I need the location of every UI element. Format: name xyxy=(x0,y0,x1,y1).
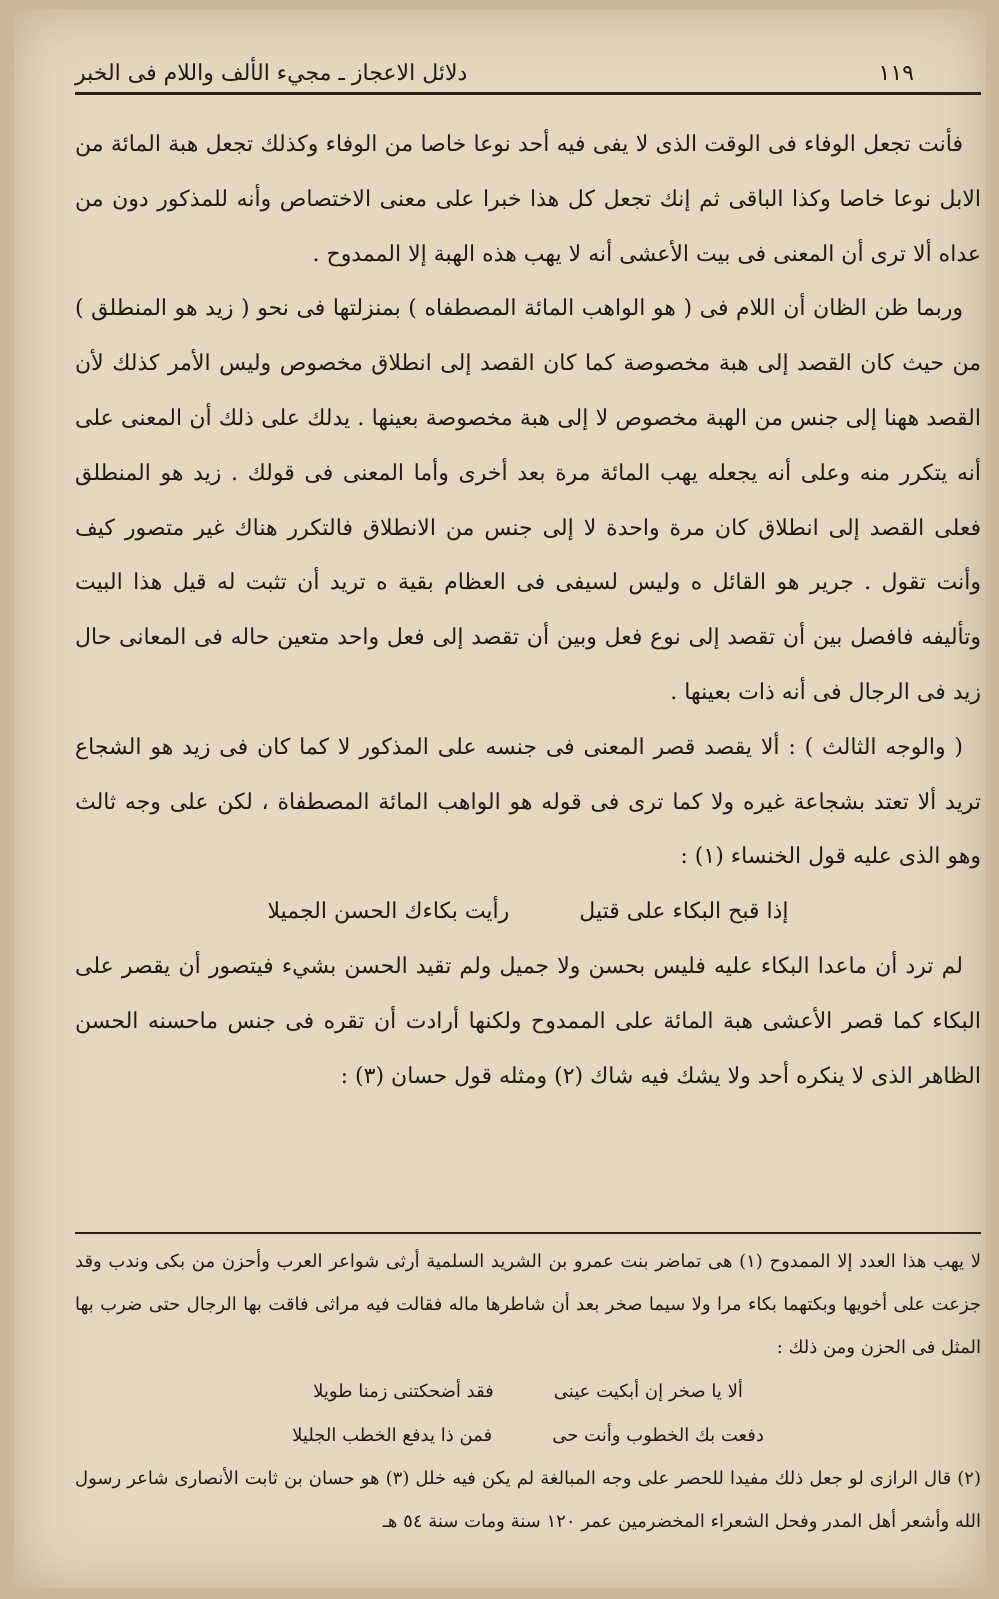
page-number: ١١٩ xyxy=(878,61,914,86)
paragraph-4: لم ترد أن ماعدا البكاء عليه فليس بحسن ولا جميل ولم تقيد الحسن بشيء فيتصور أن يقصر على البكاء كما قصر الأعشى هبة المائة على الممدوح ولكنها أرادت أن تقره فى جنس ماحسنه الحسن الظاهر الذى لا ينكره أحد ولا يشك فيه شاك (٢) ومثله قول حسان (٣) : xyxy=(75,954,981,1089)
header-rule xyxy=(75,92,981,95)
footnote-verse-2-first: دفعت بك الخطوب وأنت حى xyxy=(552,1424,764,1446)
verse-khansa xyxy=(75,885,981,940)
footnote-verse-2 xyxy=(75,1413,981,1457)
page-header xyxy=(75,44,914,86)
paragraph-2: وربما ظن الظان أن اللام فى ( هو الواهب المائة المصطفاه ) بمنزلتها فى نحو ( زيد هو المنطلق ) من حيث كان القصد إلى هبة مخصوصة كما كان القصد إلى انطلاق مخصوص وليس الأمر كذلك لأن القصد ههنا إلى جنس من الهبة مخصوص لا إلى هبة مخصوصة بعينها . يدلك على ذلك أن المعنى على أنه يتكرر منه وعلى أنه يجعله يهب المائة مرة بعد أخرى وأما المعنى فى قولك . زيد هو المنطلق فعلى القصد إلى انطلاق كان مرة واحدة لا إلى جنس من الانطلاق فالتكرر هناك غير متصور كيف وأنت تقول . جرير هو القائل ه وليس لسيفى فى العظام بقية ه تريد أن تثبت له قيل هذا البيت وتأليفه فافصل بين أن تقصد إلى نوع فعل وبين أن تقصد إلى فعل واحد متعين حاله فى المعانى حال زيد فى الرجال فى أنه ذات بعينها . xyxy=(75,296,981,705)
footnotes xyxy=(75,1240,981,1543)
paragraph-1: فأنت تجعل الوفاء فى الوقت الذى لا يفى فيه أحد نوعا خاصا من الوفاء وكذلك تجعل هبة المائة من الابل نوعا خاصا وكذا الباقى ثم إنك تجعل كل هذا خبرا على معنى الاختصاص وأنه للمذكور دون من عداه ألا ترى أن المعنى فى بيت الأعشى أنه لا يهب هذه الهبة إلا الممدوح . xyxy=(75,132,981,267)
main-text xyxy=(75,118,981,1105)
footnote-verse-1-second: فقد أضحكتنى زمنا طويلا xyxy=(313,1380,494,1402)
footnote-verse-1-first: ألا يا صخر إن أبكيت عينى xyxy=(553,1380,743,1402)
footnote-2: (٢) قال الرازى لو جعل ذلك مفيدا للحصر على وجه المبالغة لم يكن فيه خلل (٣) هو حسان بن ثابت الأنصارى شاعر رسول الله وأشعر أهل المدر وفحل الشعراء المخضرمين عمر ١٢٠ سنة ومات سنة ٥٤ هـ xyxy=(75,1468,981,1532)
verse-first-hemistich: إذا قبح البكاء على قتيل xyxy=(579,899,789,925)
footnote-verse-2-second: فمن ذا يدفع الخطب الجليلا xyxy=(292,1424,493,1446)
footnote-divider xyxy=(75,1232,981,1234)
verse-second-hemistich: رأيت بكاءك الحسن الجميلا xyxy=(267,899,510,925)
footnote-verse-1 xyxy=(75,1369,981,1413)
paragraph-3: ( والوجه الثالث ) : ألا يقصد قصر المعنى فى جنسه على المذكور لا كما كان فى زيد هو الشجاع تريد ألا تعتد بشجاعة غيره ولا كما ترى فى قوله هو الواهب المائة المصطفاة ، لكن على وجه ثالث وهو الذى عليه قول الخنساء (١) : xyxy=(75,734,981,870)
footnote-1: لا يهب هذا العدد إلا الممدوح (١) هى تماضر بنت عمرو بن الشريد السلمية أرثى شواعر العرب وأحزن من بكى وندب وقد جزعت على أخويها وبكتهما بكاء مرا ولا سيما صخر بعد أن شاطرها ماله فقالت فيه مراثى فاقت بها الرجال حتى ضرب بها المثل فى الحزن ومن ذلك : xyxy=(75,1251,981,1358)
running-head: دلائل الاعجاز ـ مجيء الألف واللام فى الخبر xyxy=(75,61,468,86)
